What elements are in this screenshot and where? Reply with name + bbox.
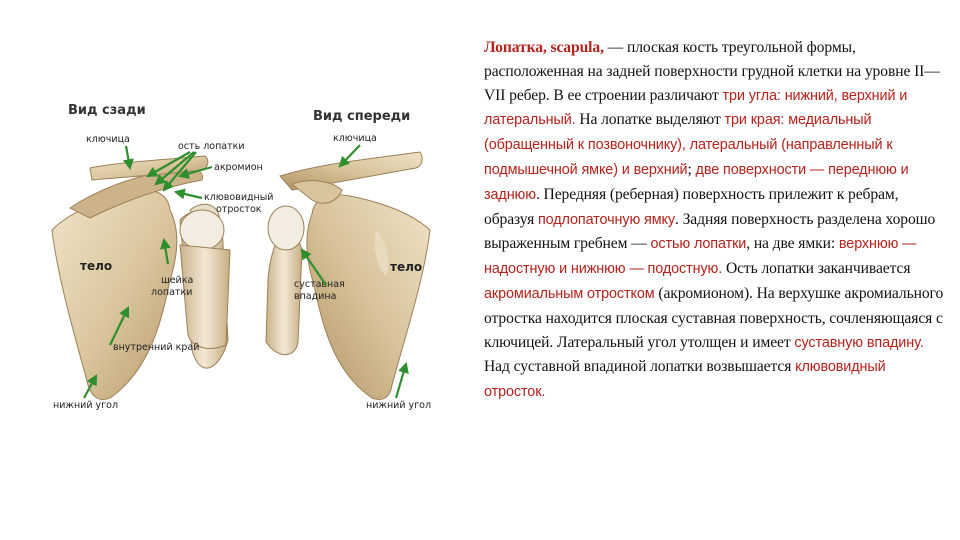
text-segment: . Передняя (реберная) поверхность прилежит к ребрам, образуя xyxy=(484,185,899,228)
label-spine: ость лопатки xyxy=(178,141,245,152)
highlight-subscapular-fossa: подлопаточную ямку xyxy=(537,211,675,228)
label-inferior-angle-back: нижний угол xyxy=(53,400,119,411)
label-neck-1: шейка xyxy=(161,275,194,286)
text-segment: . Задняя поверхность разделена хорошо выраженным гребнем — xyxy=(484,210,936,253)
scapula-svg xyxy=(30,80,450,435)
highlight-three-angles: три угла: нижний, верхний и латеральный. xyxy=(484,87,908,129)
text-segment: (акромионом). На верхушке акромиального отростка находится плоская суставная поверхность, сочленяющаяся с ключицей. Латеральный угол утолщен и имеет xyxy=(484,284,944,351)
label-clavicle-front: ключица xyxy=(333,133,377,144)
label-acromion: акромион xyxy=(214,162,263,173)
scapula-illustration xyxy=(30,80,450,435)
highlight-glenoid: суставную впадину. xyxy=(794,334,924,351)
highlight-coracoid: клювовидный отросток. xyxy=(484,359,886,401)
text-segment: Ость лопатки заканчивается xyxy=(722,260,911,278)
highlight-three-borders: три края: медиальный (обращенный к позвоночнику), латеральный (направленный к подмышечной ямке) и верхний xyxy=(484,112,893,178)
highlight-acromion: акромиальным отростком xyxy=(484,285,655,302)
label-coracoid-2: отросток xyxy=(216,204,262,215)
label-neck-2: лопатки xyxy=(151,287,193,298)
highlight-spine: остью лопатки xyxy=(650,236,747,253)
term-scapula: Лопатка, scapula, xyxy=(484,39,604,56)
label-body-front: тело xyxy=(390,260,423,274)
label-inferior-angle-front: нижний угол xyxy=(366,400,432,411)
label-clavicle-back: ключица xyxy=(86,134,130,145)
highlight-two-surfaces: две поверхности — переднюю и заднюю xyxy=(484,161,909,203)
label-glenoid-2: впадина xyxy=(294,291,337,302)
label-coracoid-1: клювовидный xyxy=(204,192,274,203)
description-text xyxy=(484,36,944,405)
text-segment: , на две ямки: xyxy=(746,235,839,253)
title-back-view: Вид сзади xyxy=(68,103,146,118)
highlight-fossae: верхнюю — надостную и нижнюю — подостную. xyxy=(484,236,917,278)
scapula-front-view xyxy=(266,152,430,399)
label-glenoid-1: суставная xyxy=(294,279,345,290)
title-front-view: Вид спереди xyxy=(313,109,411,124)
text-segment: Над суставной впадиной лопатки возвышается xyxy=(484,358,796,376)
label-body-back: тело xyxy=(80,259,113,273)
text-segment: ; xyxy=(687,160,696,178)
text-segment: — плоская кость треугольной формы, расположенная на задней поверхности грудной клетки на уровне II—VII ребер. В ее строении различают xyxy=(484,39,940,104)
text-segment: На лопатке выделяют xyxy=(575,111,725,129)
label-medial-border: внутренний край xyxy=(113,342,200,353)
